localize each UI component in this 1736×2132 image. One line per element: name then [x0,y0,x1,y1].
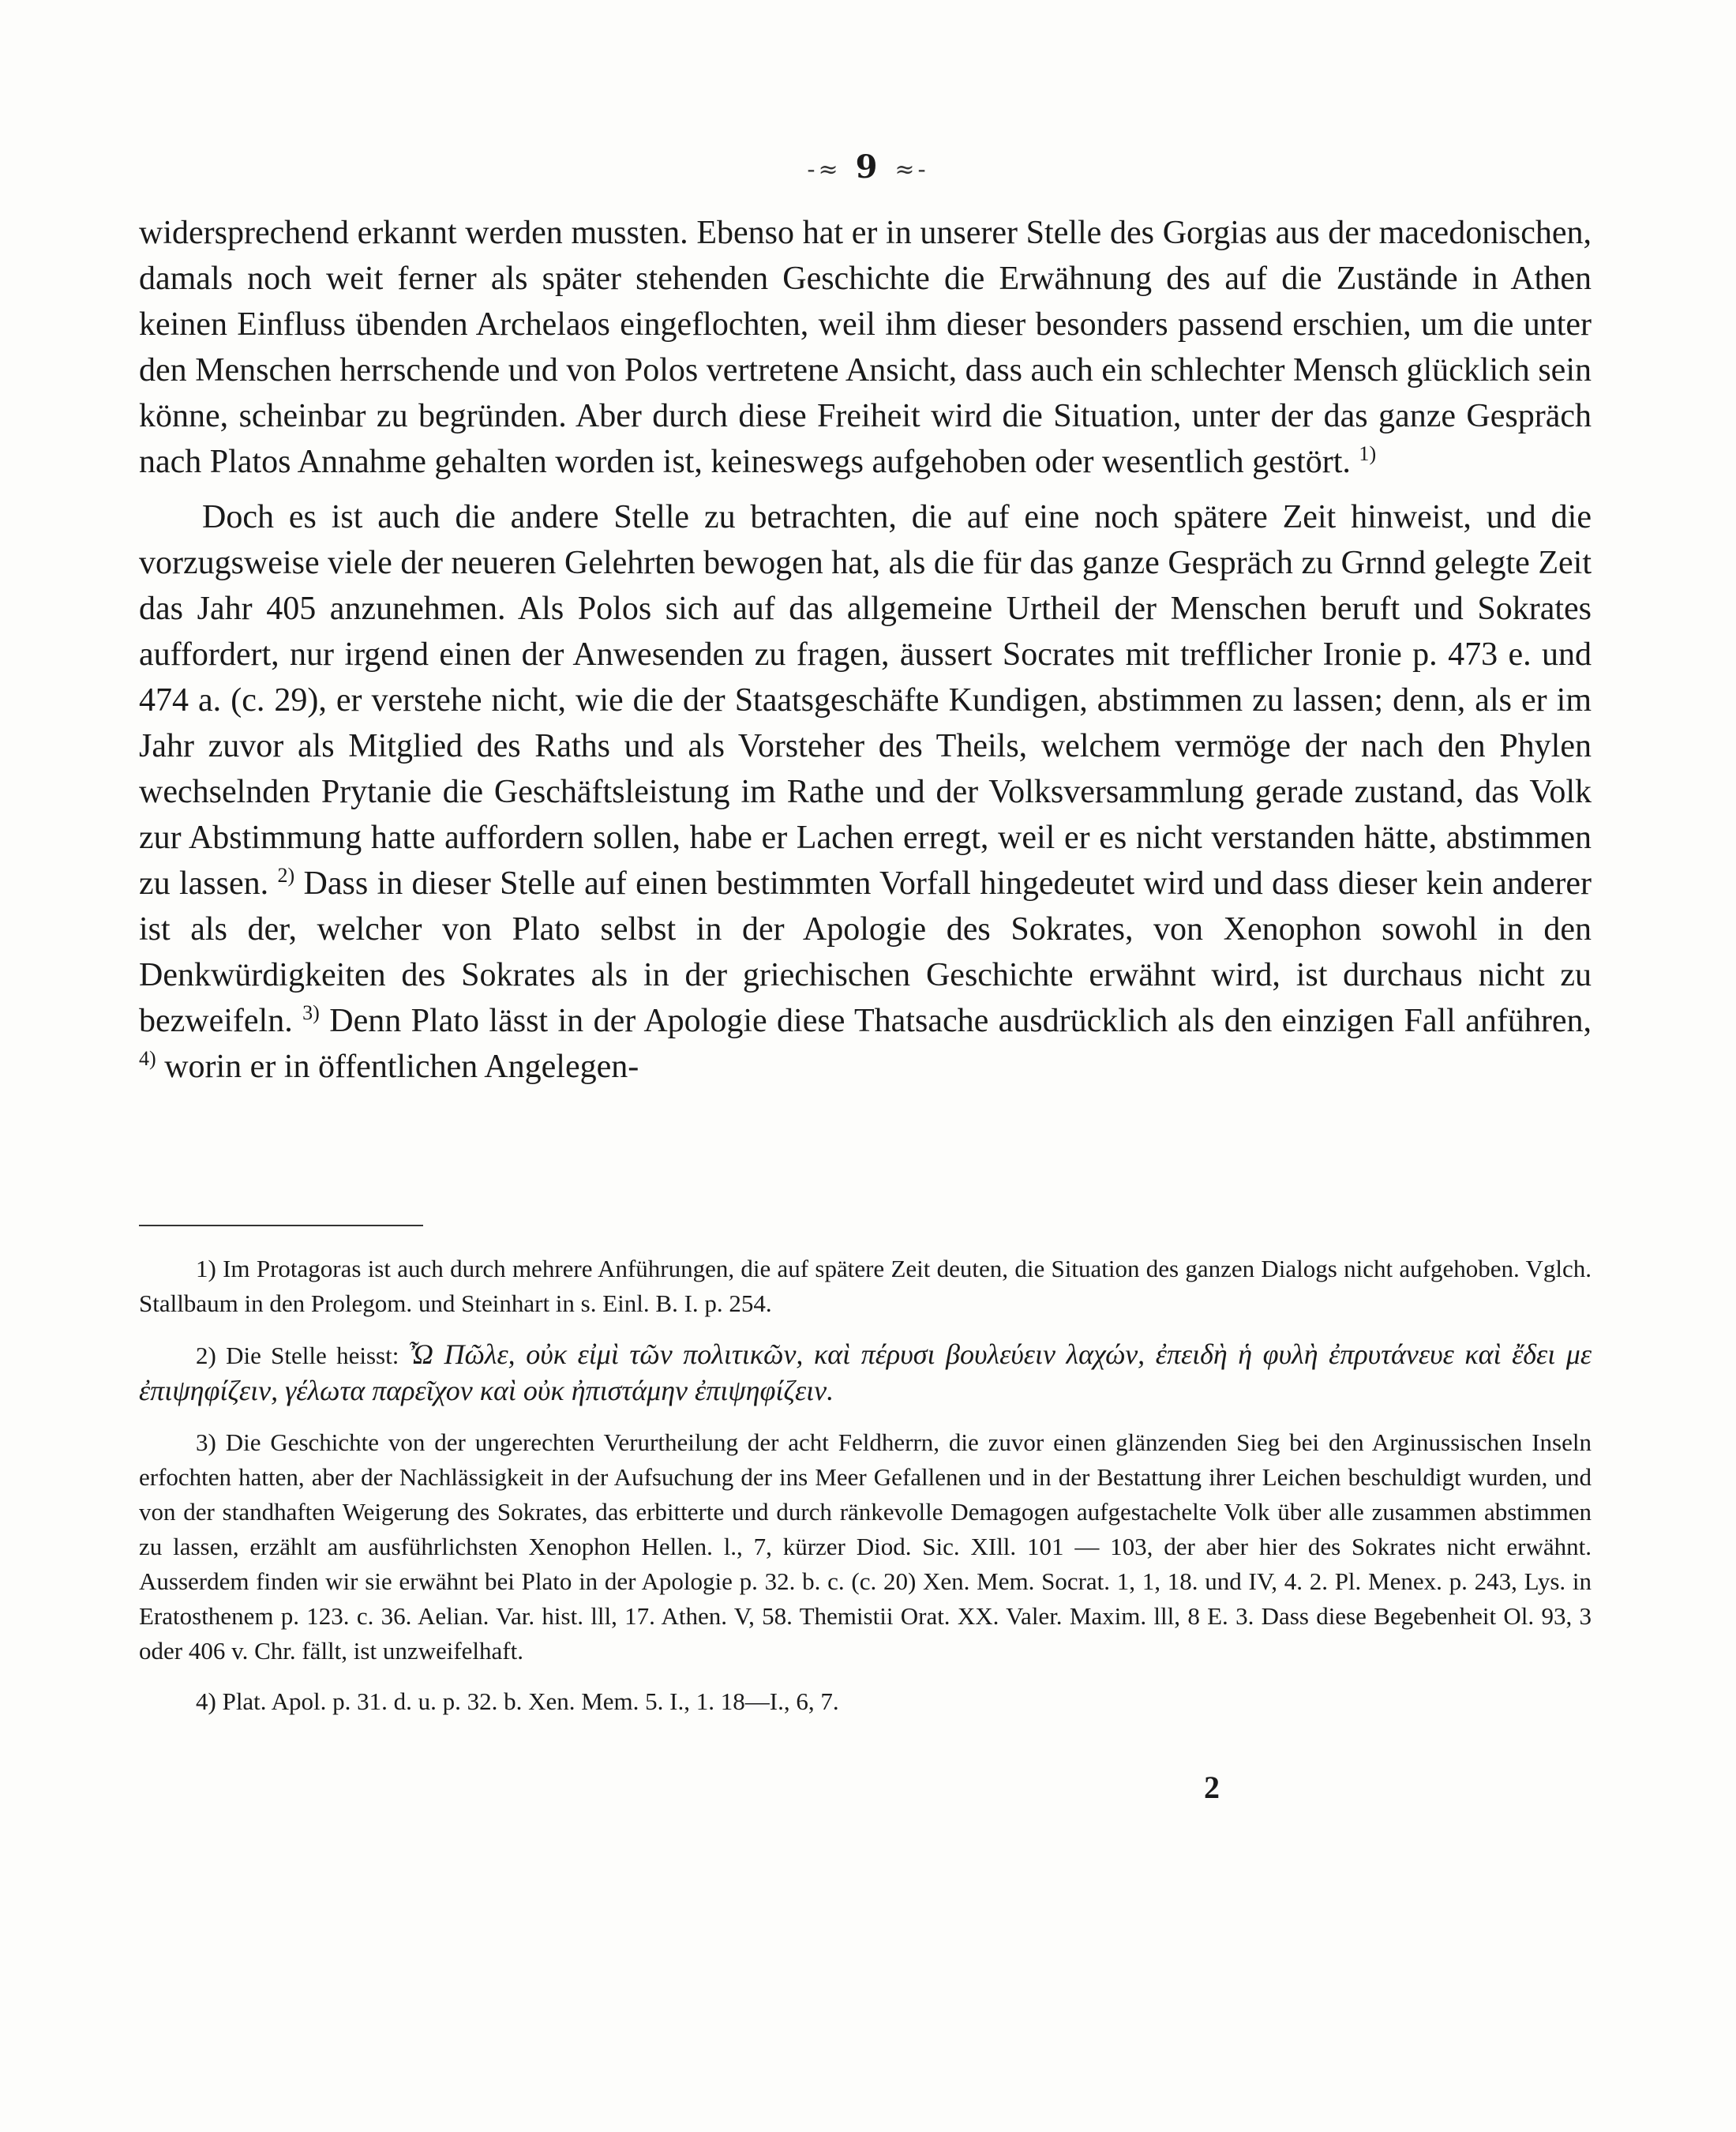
signature-mark: 2 [1204,1770,1220,1805]
footnote-ref-2: 2) [277,864,295,887]
footnote-3: 3) Die Geschichte von der ungerechten Verurtheilung der acht Feldherrn, die zuvor einen glänzenden Sieg bei den Arginussischen Inseln erfochten hatten, aber der Nachlässigkeit in der Aufsuchung der ins Meer Gefallenen und in der Bestattung ihrer Leichen beschuldigt wurden, und von der standhaften Weigerung des Sokrates, das erbitterte und durch ränkevolle Demagogen aufgestachelte Volk über alle zusammen abstimmen zu lassen, erzählt am ausführlichsten Xenophon Hellen. l., 7, kürzer Diod. Sic. XIll. 101 — 103, der aber hier des Sokrates nicht erwähnt. Ausserdem finden wir sie erwähnt bei Plato in der Apologie p. 32. b. c. (c. 20) Xen. Mem. Socrat. 1, 1, 18. und IV, 4. 2. Pl. Menex. p. 243, Lys. in Eratosthenem p. 123. c. 36. Aelian. Var. hist. lll, 17. Athen. V, 58. Themistii Orat. XX. Valer. Maxim. lll, 8 E. 3. Dass diese Begebenheit Ol. 93, 3 oder 406 v. Chr. fällt, ist unzweifelhaft. [139,1428,1592,1665]
header-ornament-right: ≈- [894,156,929,184]
footnote-2-label: 2) Die Stelle heisst: [196,1342,399,1369]
footnote-1: 1) Im Protagoras ist auch durch mehrere Anführungen, die auf spätere Zeit deuten, die Situation des ganzen Dialogs nicht aufgehoben. Vglch. Stallbaum in den Prolegom. und Steinhart in s. Einl. B. I. p. 254. [139,1255,1592,1317]
paragraph-1 [139,210,1592,485]
paragraph-1-text: widersprechend erkannt werden mussten. Ebenso hat er in unserer Stelle des Gorgias aus der macedonischen, damals noch weit ferner als später stehenden Geschichte die Erwähnung des auf die Zustände in Athen keinen Einfluss übenden Archelaos eingeflochten, weil ihm dieser besonders passend erschien, um die unter den Menschen herrschende und von Polos vertretene Ansicht, dass auch ein schlechter Mensch glücklich sein könne, scheinbar zu begründen. Aber durch diese Freiheit wird die Situation, unter der das ganze Gespräch nach Platos Annahme gehalten worden ist, keineswegs aufgehoben oder wesentlich gestört. [139,215,1592,480]
page-number: 9 [855,148,881,186]
main-text [139,210,1592,1099]
footnote-divider [139,1225,423,1226]
paragraph-2-text-a: Doch es ist auch die andere Stelle zu betrachten, die auf eine noch spätere Zeit hinweist, und die vorzugsweise viele der neueren Gelehrten bewogen hat, als die für das ganze Gespräch zu Grnnd gelegte Zeit das Jahr 405 anzunehmen. Als Polos sich auf das allgemeine Urtheil der Menschen beruft und Sokrates auffordert, nur irgend einen der Anwesenden zu fragen, äussert Socrates mit trefflicher Ironie p. 473 e. und 474 a. (c. 29), er verstehe nicht, wie die der Staatsgeschäfte Kundigen, abstimmen zu lassen; denn, als er im Jahr zuvor als Mitglied des Raths und als Vorsteher des Theils, welchem vermöge der nach den Phylen wechselnden Prytanie die Geschäftsleistung im Rathe und der Volksversammlung gerade zustand, das Volk zur Abstimmung hatte auffordern sollen, habe er Lachen erregt, weil er es nicht verstanden hätte, abstimmen zu lassen. [139,499,1592,902]
page-header [0,148,1736,186]
footnotes [139,1252,1592,1735]
paragraph-2-text-b: Dass in dieser Stelle auf einen bestimmten Vorfall hingedeutet wird und dass dieser kein anderer ist als der, welcher von Plato selbst in der Apologie des Sokrates, von Xenophon sowohl in den Denkwürdigkeiten des Sokrates als in der griechischen Geschichte erwähnt wird, ist durchaus nicht zu bezweifeln. [139,865,1592,1039]
header-ornament-left: -≈ [807,156,842,184]
footnote-2-greek-quote: Ὦ Πῶλε, οὐκ εἰμὶ τῶν πολιτικῶν, καὶ πέρυσι βουλεύειν λαχών, ἐπειδὴ ἡ φυλὴ ἐπρυτάνευε καὶ ἔδει με ἐπιψηφίζειν, γέλωτα παρεῖχον καὶ οὐκ ἠπιστάμην ἐπιψηφίζειν. [139,1338,1592,1406]
paragraph-2-text-c: Denn Plato lässt in der Apologie diese Thatsache ausdrücklich als den einzigen Fall anführen, [329,1003,1592,1039]
footnote-4: 4) Plat. Apol. p. 31. d. u. p. 32. b. Xen. Mem. 5. I., 1. 18—I., 6, 7. [196,1687,839,1715]
footnote-ref-3: 3) [302,1001,320,1024]
paragraph-2-text-d: worin er in öffentlichen Angelegen- [164,1049,639,1085]
footnote-ref-4: 4) [139,1047,156,1070]
paragraph-2 [139,494,1592,1090]
footnote-2 [139,1337,1592,1409]
footnote-ref-1: 1) [1359,442,1377,465]
